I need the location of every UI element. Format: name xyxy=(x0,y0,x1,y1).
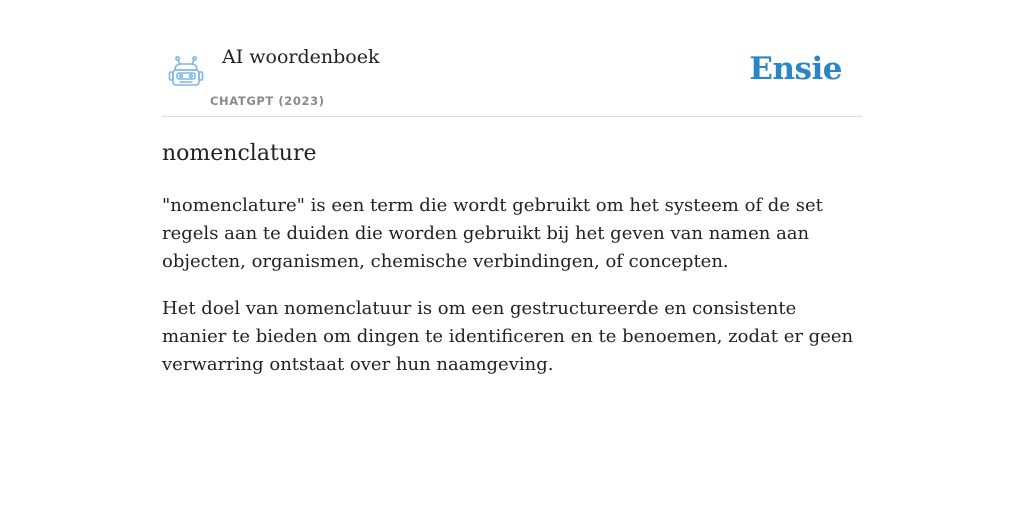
dictionary-title: AI woordenboek xyxy=(222,46,380,68)
definition-paragraph: "nomenclature" is een term die wordt gebruikt om het systeem of de set regels aan te duiden die worden gebruikt bij het geven van namen aan objecten, organismen, chemische verbindingen, of concepten. xyxy=(162,195,823,272)
brand-logo[interactable]: Ensie xyxy=(749,51,842,87)
header xyxy=(162,0,862,117)
entry-term: nomenclature xyxy=(162,141,317,166)
entry-definition xyxy=(162,192,862,398)
definition-paragraph: Het doel van nomenclatuur is om een gestructureerde en consistente manier te bieden om dingen te identificeren en te benoemen, zodat er geen verwarring ontstaat over hun naamgeving. xyxy=(162,298,854,375)
robot-icon xyxy=(166,51,206,91)
source-label: CHATGPT (2023) xyxy=(210,94,325,108)
